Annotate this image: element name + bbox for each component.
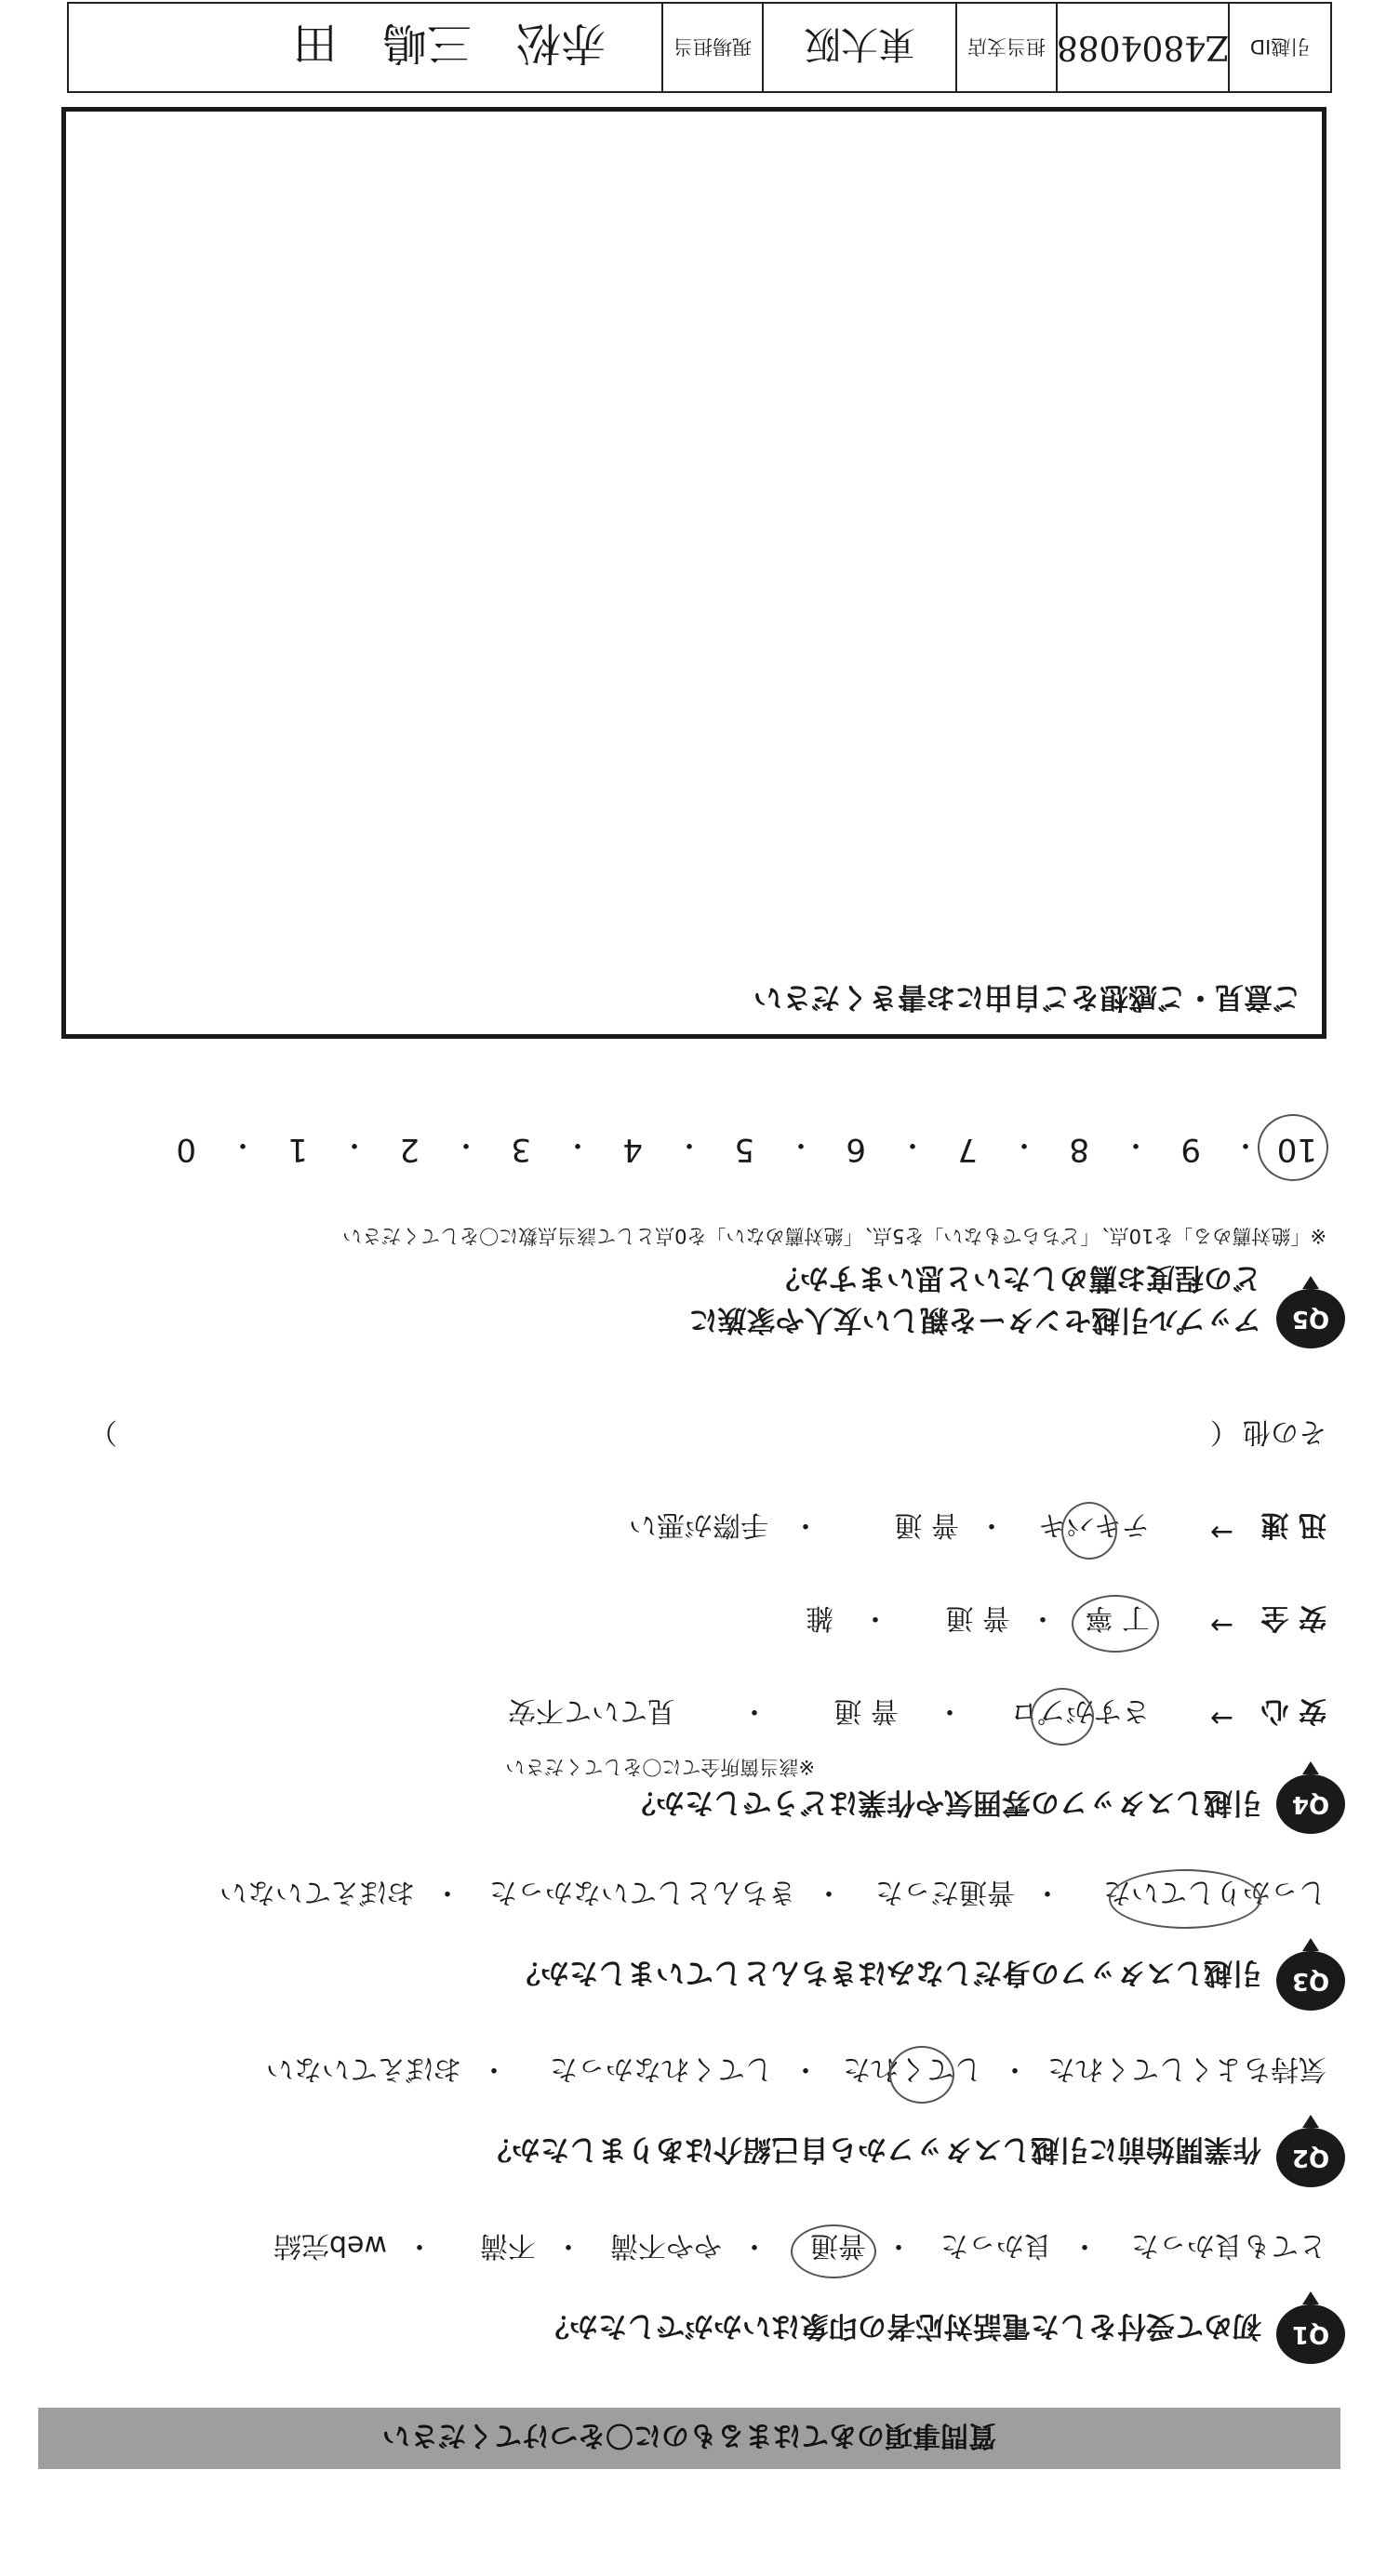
q4-block <box>1276 1761 1345 1834</box>
badge-tail-icon <box>1302 1761 1319 1774</box>
q5-text-line2: どの程度お薦めしたいと思いますか？ <box>771 1261 1261 1295</box>
q3-block <box>1276 1938 1345 2011</box>
separator-dot: ・ <box>936 1694 964 1727</box>
row-label: 安 全 <box>1260 1601 1326 1634</box>
q3-badge: Q3 <box>1276 1951 1345 2011</box>
q4-option[interactable]: さすがプロ <box>1010 1694 1150 1727</box>
q2-answer-circle <box>889 2046 954 2104</box>
q5-badge: Q5 <box>1276 1289 1345 1348</box>
other-open-paren: （ <box>1210 1415 1238 1448</box>
scale-option[interactable]: 5 <box>734 1131 754 1168</box>
separator-dot: ・ <box>564 1128 592 1161</box>
q3-option[interactable]: おぼえていない <box>220 1876 415 1908</box>
other-input[interactable] <box>131 1422 1201 1455</box>
separator-dot: ・ <box>1232 1128 1260 1161</box>
header-table <box>67 2 1332 93</box>
scale-option[interactable]: 3 <box>511 1131 531 1168</box>
q3-text: 引越しスタッフの身だしなみはきちんとしていましたか？ <box>512 1956 1261 1989</box>
separator-dot: ・ <box>792 2052 820 2085</box>
lead-value-cell <box>65 4 663 91</box>
scale-option[interactable]: 8 <box>1069 1131 1089 1168</box>
instruction-text: 質問事項のあてはまるものに〇をつけてください <box>382 2419 996 2451</box>
scale-option[interactable]: 10 <box>1276 1131 1317 1168</box>
q1-badge: Q1 <box>1276 2304 1345 2364</box>
q4-option[interactable]: 普 通 <box>945 1601 1010 1634</box>
q3-option[interactable]: きちんとしていなかった <box>489 1876 796 1908</box>
q4-answer-circle <box>1031 1688 1094 1746</box>
id-label: 引越ID <box>1249 35 1311 58</box>
comments-box[interactable] <box>61 107 1326 1039</box>
q1-option[interactable]: やや不満 <box>610 2229 722 2262</box>
q4-text: 引越しスタッフの雰囲気や作業はどうでしたか？ <box>627 1786 1261 1819</box>
badge-tail-icon <box>1302 1938 1319 1951</box>
lead-value[interactable]: 赤松 三嶋 田 <box>292 17 606 70</box>
q5-block <box>1276 1276 1345 1348</box>
branch-value[interactable]: 東大阪 <box>804 22 915 66</box>
q2-text: 作業開始前に引越しスタッフから自己紹介はありましたか？ <box>483 2132 1261 2166</box>
branch-value-cell <box>764 4 957 91</box>
separator-dot: ・ <box>885 2229 913 2262</box>
separator-dot: ・ <box>433 1876 461 1908</box>
q1-block <box>1276 2291 1345 2364</box>
separator-dot: ・ <box>861 1601 889 1634</box>
id-label-cell <box>1230 4 1330 91</box>
scale-option[interactable]: 7 <box>957 1131 978 1168</box>
q3-option[interactable]: しっかりしていた <box>1103 1876 1326 1908</box>
q1-text: 初めて受付をした電話対応者の印象はいかがでしたか？ <box>540 2309 1261 2343</box>
q2-option[interactable]: おぼえていない <box>266 2052 461 2085</box>
q4-option[interactable]: 普 通 <box>833 1694 899 1727</box>
q3-answer-circle <box>1109 1869 1261 1929</box>
scale-option[interactable]: 6 <box>846 1131 866 1168</box>
badge-tail-icon <box>1302 2291 1319 2304</box>
q2-option[interactable]: してくれた <box>843 2052 982 2085</box>
separator-dot: ・ <box>1001 2052 1029 2085</box>
separator-dot: ・ <box>675 1128 703 1161</box>
separator-dot: ・ <box>1010 1128 1038 1161</box>
separator-dot: ・ <box>1029 1601 1057 1634</box>
badge-tail-icon <box>1302 1276 1319 1289</box>
separator-dot: ・ <box>452 1128 480 1161</box>
q4-row-anshin <box>127 1694 1326 1734</box>
scale-option[interactable]: 1 <box>287 1131 308 1168</box>
q4-option[interactable]: 手際が悪い <box>629 1508 768 1541</box>
separator-dot: ・ <box>815 1876 843 1908</box>
q1-option[interactable]: 普通 <box>810 2229 866 2262</box>
q4-row-jinsoku <box>127 1508 1326 1548</box>
q4-row-anzen <box>127 1601 1326 1641</box>
scale-option[interactable]: 9 <box>1180 1131 1201 1168</box>
q3-option[interactable]: 普通だった <box>875 1876 1015 1908</box>
q1-option[interactable]: web完結 <box>273 2229 387 2262</box>
lead-label: 現場担当 <box>673 35 752 58</box>
q5-scale <box>71 1122 1336 1168</box>
lead-label-cell <box>663 4 764 91</box>
q5-answer-circle <box>1258 1114 1328 1181</box>
q5-note: ※「絶対薦める」を10点、「どちらでもない」を5点、「絶対薦めない」を0点として該当点数に〇をしてください <box>342 1225 1326 1247</box>
q4-note: ※該当箇所全てに〇をしてください <box>505 1756 815 1778</box>
row-label: 安 心 <box>1260 1694 1326 1727</box>
scale-option[interactable]: 2 <box>399 1131 420 1168</box>
id-value-cell <box>1058 4 1230 91</box>
q4-answer-circle <box>1061 1502 1117 1560</box>
separator-dot: ・ <box>792 1508 820 1541</box>
separator-dot: ・ <box>899 1128 926 1161</box>
q2-option[interactable]: 気持ちよくしてくれた <box>1047 2052 1326 2085</box>
row-label: 迅 速 <box>1260 1508 1326 1541</box>
comments-title: ご意見・ご感想をご自由にお書きください <box>753 980 1301 1014</box>
q4-option[interactable]: 丁 寧 <box>1085 1601 1150 1634</box>
separator-dot: ・ <box>1071 2229 1099 2262</box>
q4-other-row <box>61 1415 1326 1455</box>
q1-option[interactable]: 不満 <box>480 2229 536 2262</box>
separator-dot: ・ <box>740 1694 768 1727</box>
badge-tail-icon <box>1302 2115 1319 2128</box>
separator-dot: ・ <box>1122 1128 1150 1161</box>
q4-badge: Q4 <box>1276 1774 1345 1834</box>
q5-text-line1: アップル引越センターを親しい友人や家族に <box>688 1303 1261 1336</box>
separator-dot: ・ <box>740 2229 768 2262</box>
q4-option[interactable]: 雑 <box>806 1601 833 1634</box>
other-label: その他 <box>1243 1415 1326 1448</box>
separator-dot: ・ <box>978 1508 1006 1541</box>
scale-option[interactable]: 4 <box>622 1131 643 1168</box>
other-close-paren: ） <box>89 1415 117 1448</box>
q4-answer-circle <box>1072 1595 1159 1653</box>
q2-block <box>1276 2115 1345 2187</box>
q1-option[interactable]: 良かった <box>940 2229 1052 2262</box>
separator-dot: ・ <box>787 1128 815 1161</box>
separator-dot: ・ <box>480 2052 508 2085</box>
branch-label: 担当支店 <box>967 35 1046 58</box>
separator-dot: ・ <box>1033 1876 1061 1908</box>
q1-answer-circle <box>791 2224 876 2278</box>
q2-badge: Q2 <box>1276 2128 1345 2187</box>
instruction-banner <box>38 2408 1340 2469</box>
q4-option[interactable]: 普 通 <box>894 1508 959 1541</box>
separator-dot: ・ <box>229 1128 257 1161</box>
arrow-icon: → <box>1209 1702 1233 1734</box>
q2-option[interactable]: してくれなかった <box>550 2052 773 2085</box>
q1-option[interactable]: とても良かった <box>1131 2229 1326 2262</box>
separator-dot: ・ <box>406 2229 433 2262</box>
separator-dot: ・ <box>554 2229 582 2262</box>
arrow-icon: → <box>1209 1516 1233 1548</box>
q4-option[interactable]: 見ていて不安 <box>508 1694 675 1727</box>
separator-dot: ・ <box>340 1128 368 1161</box>
id-value[interactable]: Z4804088 <box>1056 28 1230 67</box>
branch-label-cell <box>957 4 1058 91</box>
q4-option[interactable]: テキパキ <box>1038 1508 1150 1541</box>
arrow-icon: → <box>1209 1609 1233 1641</box>
scale-option[interactable]: 0 <box>176 1131 196 1168</box>
